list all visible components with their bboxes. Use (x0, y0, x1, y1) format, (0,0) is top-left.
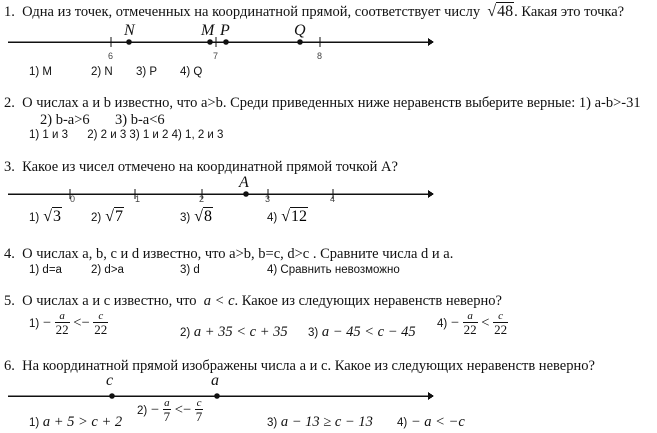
q6-label-c: c (106, 372, 114, 389)
q2-text-line2: 2) b-a>6 3) b-a<6 (40, 112, 165, 128)
q5-condition: a < c (203, 293, 235, 309)
q4-question: О числах a, b, c и d известно, что a>b, b=c, d>c . Сравните числа d и a. (22, 246, 454, 262)
q4-text (4, 246, 453, 263)
q5-option-3[interactable]: 3) a − 45 < c − 45 (308, 324, 416, 340)
q3-option-4[interactable]: 4) √12 (267, 208, 308, 225)
q1-answer-1[interactable]: 1) M (29, 66, 52, 78)
q5-number: 5. (4, 293, 15, 309)
q2-text (4, 95, 641, 112)
q3-number: 3. (4, 159, 15, 175)
q5-frac-a: $\frac{a}{22}$ (55, 310, 69, 337)
q1-text (4, 3, 624, 21)
q6-question: На координатной прямой изображены числа а и с. Какое из следующих неравенств неверно? (22, 358, 595, 374)
q3-option-2[interactable]: 2) √7 (91, 208, 124, 225)
q1-radicand: 48 (497, 3, 514, 20)
q1-point-p (223, 39, 229, 45)
q5-option-4[interactable]: 4) − $\frac{a}{22}$ < $\frac{c}{22}$ (437, 310, 508, 337)
q5-frac-c: $\frac{c}{22}$ (94, 310, 108, 337)
q1-label-q: Q (294, 22, 306, 39)
q6-text (4, 358, 595, 375)
q6-point-a (214, 393, 220, 399)
q6-point-c (109, 393, 115, 399)
q2-answers[interactable]: 1) 1 и 3 2) 2 и 3 3) 1 и 2 4) 1, 2 и 3 (29, 129, 224, 141)
q1-tick-label-7: 7 (213, 51, 219, 61)
q1-answer-4[interactable]: 4) Q (180, 66, 203, 78)
q4-answer-1[interactable]: 1) d=a (29, 264, 62, 276)
q6-number: 6. (4, 358, 15, 374)
q1-answer-3[interactable]: 3) P (136, 66, 158, 78)
q3-tick-label-2: 2 (199, 194, 205, 204)
q3-text (4, 159, 398, 176)
q6-frac-c: $\frac{c}{7}$ (195, 397, 203, 424)
q4-answer-3[interactable]: 3) d (180, 264, 200, 276)
q5-opt4-frac-c: $\frac{c}{22}$ (494, 310, 508, 337)
q1-label-n: N (124, 22, 135, 39)
q3-sqrt-1: √3 (43, 208, 62, 225)
q4-number: 4. (4, 246, 15, 262)
q1-number: 1. (4, 4, 15, 20)
q5-option-1[interactable]: 1) − $\frac{a}{22}$ <− $\frac{c}{22}$ (29, 310, 108, 337)
q3-sqrt-3: √8 (194, 208, 213, 225)
q1-label-m: M (201, 22, 215, 39)
q3-tick-label-0: 0 (70, 194, 76, 204)
q6-option-1[interactable]: 1) a + 5 > c + 2 (29, 414, 123, 430)
q5-option-2[interactable]: 2) a + 35 < c + 35 (180, 324, 288, 340)
q3-question: Какое из чисел отмечено на координатной прямой точкой A? (22, 159, 398, 175)
q3-option-3[interactable]: 3) √8 (180, 208, 213, 225)
q6-option-3[interactable]: 3) a − 13 ≥ c − 13 (267, 414, 373, 430)
q1-sqrt: √48 (487, 3, 514, 20)
q1-point-m (207, 39, 213, 45)
q3-tick-label-4: 4 (330, 194, 336, 204)
q6-option-2[interactable]: 2) − $\frac{a}{7}$ <− $\frac{c}{7}$ (137, 397, 203, 424)
q2-number: 2. (4, 95, 15, 111)
q1-answer-2[interactable]: 2) N (91, 66, 113, 78)
q5-text-before: О числах а и с известно, что (22, 293, 197, 309)
q1-tick-label-6: 6 (108, 51, 114, 61)
q3-label-a: A (239, 174, 249, 191)
q3-option-1[interactable]: 1) √3 (29, 208, 62, 225)
q1-label-p: P (220, 22, 230, 39)
q5-text-after: . Какое из следующих неравенств неверно? (234, 293, 502, 309)
q4-answer-2[interactable]: 2) d>a (91, 264, 124, 276)
q6-number-line (0, 388, 440, 404)
q5-text (4, 293, 502, 310)
q3-point-a (243, 191, 249, 197)
q1-tick-label-8: 8 (317, 51, 323, 61)
q3-number-line (0, 178, 440, 208)
q1-text-before: Одна из точек, отмеченных на координатной прямой, соответствует числу (22, 4, 481, 20)
q3-sqrt-2: √7 (105, 208, 124, 225)
q4-answer-4[interactable]: 4) Сравнить невозможно (267, 264, 400, 276)
q2-question: О числах а и b известно, что a>b. Среди приведенных ниже неравенств выберите верные: 1) a-b>-31 (22, 95, 641, 111)
q3-sqrt-4: √12 (281, 208, 308, 225)
q1-point-q (297, 39, 303, 45)
q1-point-n (126, 39, 132, 45)
q3-tick-label-3: 3 (265, 194, 271, 204)
q3-tick-label-1: 1 (135, 194, 141, 204)
q6-frac-a: $\frac{a}{7}$ (163, 397, 171, 424)
q5-opt4-frac-a: $\frac{a}{22}$ (463, 310, 477, 337)
q6-label-a: a (211, 372, 219, 389)
q6-option-4[interactable]: 4) − a < −c (397, 414, 465, 430)
q1-text-after: . Какая это точка? (514, 4, 625, 20)
